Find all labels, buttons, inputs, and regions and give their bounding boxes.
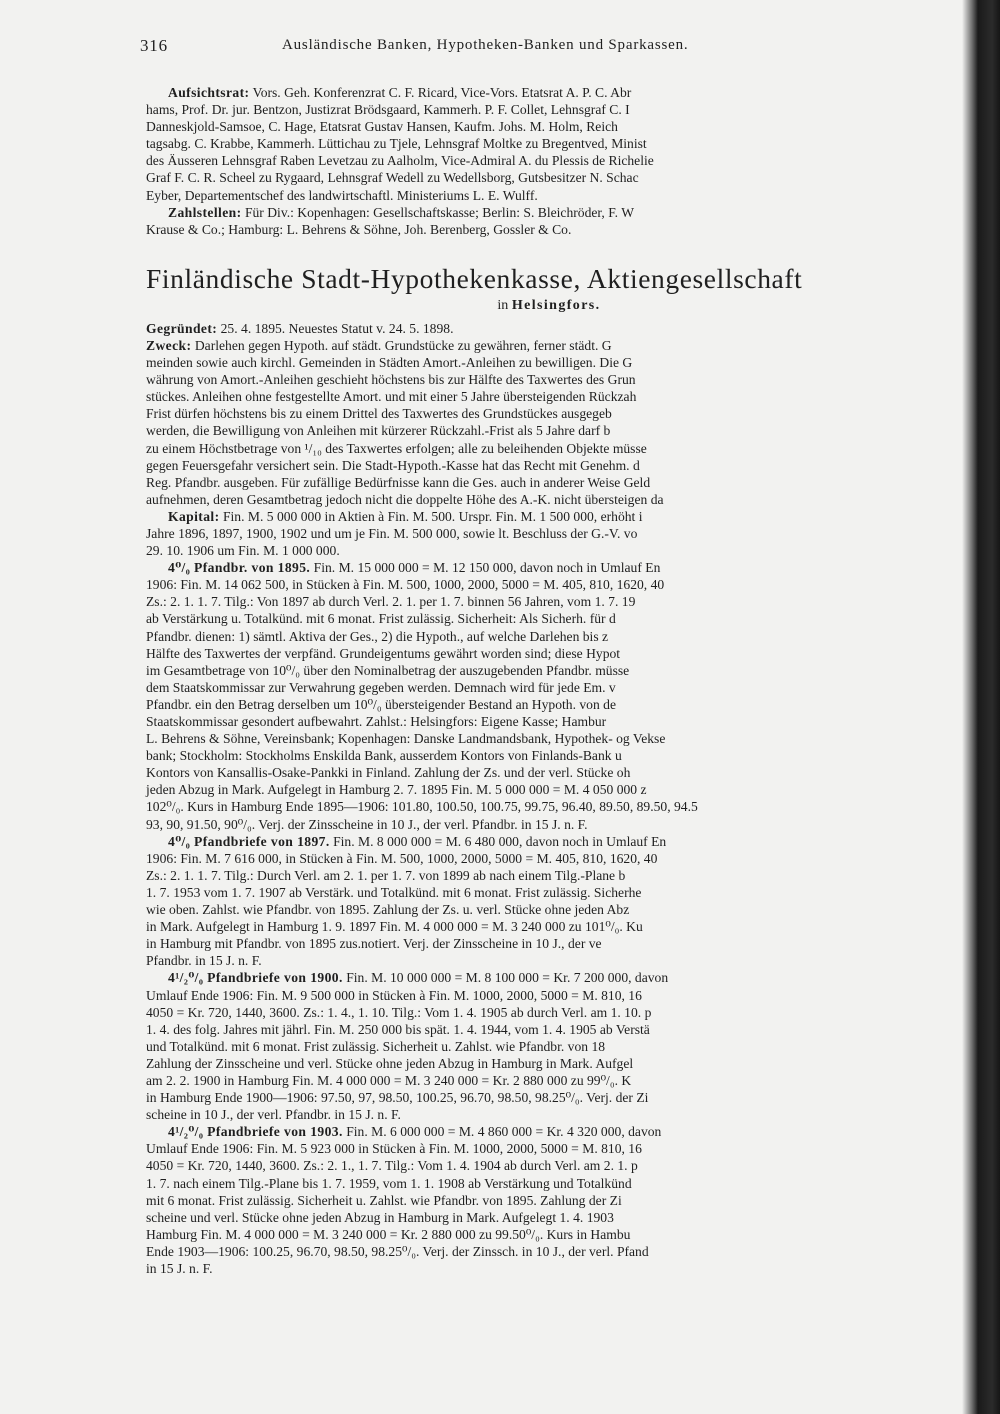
text-line: Umlauf Ende 1906: Fin. M. 5 923 000 in Stücken à Fin. M. 1000, 2000, 5000 = M. 810, 16 (146, 1141, 642, 1157)
text-line: 1. 4. des folg. Jahres mit jährl. Fin. M. 250 000 bis spät. 1. 4. 1944, vom 1. 4. 1905 ab Verstä (146, 1021, 650, 1037)
text-line: 4050 = Kr. 720, 1440, 3600. Zs.: 2. 1., 1. 7. Tilg.: Vom 1. 4. 1904 ab durch Verl. am 2. 1. p (146, 1158, 638, 1174)
text-line: mit 6 monat. Frist zulässig. Sicherheit u. Zahlst. wie Pfandbr. von 1895. Zahlung der Zi (146, 1192, 622, 1208)
aufsichtsrat-label: Aufsichtsrat: (168, 85, 250, 100)
text-line: und Totalkünd. mit 6 monat. Frist zulässig. Sicherheit u. Zahlst. wie Pfandbr. von 18 (146, 1038, 606, 1054)
text-line: Zs.: 2. 1. 1. 7. Tilg.: Durch Verl. am 2. 1. per 1. 7. von 1899 ab nach einem Tilg.-Plane b (146, 867, 626, 883)
text-line: in Hamburg mit Pfandbr. von 1895 zus.notiert. Verj. der Zinsscheine in 10 J., der ve (146, 936, 602, 952)
text-line: Graf F. C. R. Scheel zu Rygaard, Lehnsgraf Wedell zu Wedellsborg, Gutsbesitzer N. Schac (146, 170, 639, 186)
pfandbriefe-1897-line: 4⁰/₀ Pfandbriefe von 1897. Fin. M. 8 000 000 = M. 6 480 000, davon noch in Umlauf En (168, 833, 667, 849)
text-line: meinden sowie auch kirchl. Gemeinden in Städten Amort.-Anleihen zu bewilligen. Die G (146, 355, 633, 371)
text-line: 4050 = Kr. 720, 1440, 3600. Zs.: 1. 4., 1. 10. Tilg.: Vom 1. 4. 1905 ab durch Verl. am 1. 10. p (146, 1004, 652, 1020)
text-line: hams, Prof. Dr. jur. Bentzon, Justizrat Brödsgaard, Kammerh. P. F. Collet, Lehnsgraf C. I (146, 102, 630, 118)
text-line: Zahlung der Zinsscheine und verl. Stücke ohne jeden Abzug in Hamburg in Mark. Aufgel (146, 1055, 634, 1071)
company-title: Finländische Stadt-Hypothekenkasse, Aktiengesellschaft (146, 262, 803, 294)
text-line: Eyber, Departementschef des landwirtschaftl. Ministeriums L. E. Wulff. (146, 187, 538, 203)
text-line: Krause & Co.; Hamburg: L. Behrens & Söhne, Joh. Berenberg, Gossler & Co. (146, 221, 572, 237)
text-line: aufnehmen, deren Gesamtbetrag jedoch nicht die doppelte Höhe des A.-K. nicht übersteigen da (146, 491, 664, 507)
text-line: gegen Feuersgefahr versichert sein. Die Stadt-Hypoth.-Kasse hat das Recht mit Genehm. d (146, 457, 640, 473)
kapital-line: Kapital: Fin. M. 5 000 000 in Aktien à Fin. M. 500. Urspr. Fin. M. 1 500 000, erhöht i (168, 508, 643, 524)
text-line: 93, 90, 91.50, 90⁰/₀. Verj. der Zinsscheine in 10 J., der verl. Pfandbr. in 15 J. n. F. (146, 816, 588, 832)
text-line: 1906: Fin. M. 7 616 000, in Stücken à Fin. M. 500, 1000, 2000, 5000 = M. 405, 810, 1620, 40 (146, 850, 658, 866)
page-number: 316 (140, 36, 168, 55)
text-line: Pfandbr. in 15 J. n. F. (146, 953, 262, 969)
company-city: Helsingfors. (511, 297, 601, 313)
pfandbriefe-1903-label: 4¹/₂⁰/₀ Pfandbriefe von 1903. (168, 1124, 343, 1140)
text-line: Jahre 1896, 1897, 1900, 1902 und um je Fin. M. 500 000, sowie lt. Beschluss der G.-V. vo (146, 525, 638, 541)
text-line: Umlauf Ende 1906: Fin. M. 9 500 000 in Stücken à Fin. M. 1000, 2000, 5000 = M. 810, 16 (146, 987, 642, 1003)
text-line: jeden Abzug in Mark. Aufgelegt in Hamburg 2. 7. 1895 Fin. M. 5 000 000 = M. 4 050 000 z (146, 782, 647, 798)
text-line: 1906: Fin. M. 14 062 500, in Stücken à Fin. M. 500, 1000, 2000, 5000 = M. 405, 810, 1620, 40 (146, 577, 665, 593)
zweck-label: Zweck: (146, 337, 192, 353)
running-head (140, 36, 952, 62)
zahlstellen-label: Zahlstellen: (168, 204, 242, 220)
zahlstellen-line: Zahlstellen: Für Div.: Kopenhagen: Gesellschaftskasse; Berlin: S. Bleichröder, F. W (168, 204, 635, 220)
pfandbr-1895-label: 4⁰/₀ Pfandbr. von 1895. (168, 560, 311, 576)
text-line: stückes. Anleihen ohne festgestellte Amort. und mit einer 5 Jahre übersteigenden Rückzah (146, 389, 637, 405)
text-line: am 2. 2. 1900 in Hamburg Fin. M. 4 000 000 = M. 3 240 000 = Kr. 2 880 000 zu 99⁰/₀. K (146, 1072, 632, 1088)
zweck-line: Zweck: Darlehen gegen Hypoth. auf städt. Grundstücke zu gewähren, ferner städt. G (146, 337, 612, 353)
text-line: werden, die Bewilligung von Anleihen mit kürzerer Rückzahl.-Frist als 5 Jahre darf b (146, 423, 611, 439)
pfandbr-1895-line: 4⁰/₀ Pfandbr. von 1895. Fin. M. 15 000 000 = M. 12 150 000, davon noch in Umlauf En (168, 560, 661, 576)
text-line: Ende 1903—1906: 100.25, 96.70, 98.50, 98.25⁰/₀. Verj. der Zinssch. in 10 J., der verl. Pfand (146, 1243, 649, 1259)
text-line: L. Behrens & Söhne, Vereinsbank; Kopenhagen: Danske Landmandsbank, Hypothek- og Vekse (146, 731, 666, 747)
book-spine-shadow (962, 0, 1000, 1414)
text-line: Staatskommissar gesondert aufbewahrt. Zahlst.: Helsingfors: Eigene Kasse; Hambur (146, 714, 607, 729)
text-line: 1. 7. 1953 vom 1. 7. 1907 ab Verstärk. und Totalkünd. mit 6 monat. Frist zulässig. Sicherhe (146, 884, 642, 900)
gegruendet-label: Gegründet: (146, 320, 218, 336)
text-line: Frist dürfen höchstens bis zu einem Drittel des Taxwertes des Grundstückes ausgegeb (146, 406, 612, 422)
text-line: 29. 10. 1906 um Fin. M. 1 000 000. (146, 543, 340, 559)
aufsichtsrat-line: Aufsichtsrat: Vors. Geh. Konferenzrat C. F. Ricard, Vice-Vors. Etatsrat A. P. C. Abr (168, 85, 632, 100)
text-line: bank; Stockholm: Stockholms Enskilda Bank, ausserdem Kontors von Finlands-Bank u (146, 748, 622, 764)
text-line: des Äusseren Lehnsgraf Raben Levetzau zu Aalholm, Vice-Admiral A. du Plessis de Richelie (146, 153, 654, 169)
company-location: in Helsingfors. (497, 297, 601, 313)
text-line: währung von Amort.-Anleihen geschieht höchstens bis zur Hälfte des Taxwertes des Grun (146, 372, 636, 388)
text-line: in Mark. Aufgelegt in Hamburg 1. 9. 1897 Fin. M. 4 000 000 = M. 3 240 000 zu 101⁰/₀. Ku (146, 919, 643, 935)
text-line: wie oben. Zahlst. wie Pfandbr. von 1895. Zahlung der Zs. u. verl. Stücke ohne jeden Abz (146, 902, 630, 918)
text-line: in Hamburg Ende 1900—1906: 97.50, 97, 98.50, 100.25, 96.70, 98.50, 98.25⁰/₀. Verj. der Zi (146, 1090, 649, 1106)
gegruendet-line: Gegründet: 25. 4. 1895. Neuestes Statut v. 24. 5. 1898. (146, 320, 454, 336)
text-line: Pfandbr. ein den Betrag derselben um 10⁰/₀ übersteigender Bestand an Hypoth. von de (146, 696, 616, 712)
pfandbriefe-1900-line: 4¹/₂⁰/₀ Pfandbriefe von 1900. Fin. M. 10 000 000 = M. 8 100 000 = Kr. 7 200 000, davon (168, 970, 669, 986)
text-line: Danneskjold-Samsoe, C. Hage, Etatsrat Gustav Hansen, Kaufm. Johs. M. Holm, Reich (146, 119, 618, 135)
pfandbriefe-1903-line: 4¹/₂⁰/₀ Pfandbriefe von 1903. Fin. M. 6 000 000 = M. 4 860 000 = Kr. 4 320 000, davon (168, 1124, 662, 1140)
text-line: in 15 J. n. F. (146, 1261, 213, 1276)
text-line: Kontors von Kansallis-Osake-Pankki in Finland. Zahlung der Zs. und der verl. Stücke oh (146, 765, 631, 781)
pfandbriefe-1900-label: 4¹/₂⁰/₀ Pfandbriefe von 1900. (168, 970, 343, 986)
text-line: 1. 7. nach einem Tilg.-Plane bis 1. 7. 1959, vom 1. 1. 1908 ab Verstärkung und Totalkünd (146, 1175, 632, 1191)
pfandbriefe-1897-label: 4⁰/₀ Pfandbriefe von 1897. (168, 833, 330, 849)
text-line: scheine und verl. Stücke ohne jeden Abzug in Hamburg in Mark. Aufgelegt 1. 4. 1903 (146, 1209, 614, 1225)
running-head-title: Ausländische Banken, Hypotheken-Banken und Sparkassen. (282, 37, 689, 53)
text-line: ab Verstärkung u. Totalkünd. mit 6 monat. Frist zulässig. Sicherheit: Als Sicherh. für d (146, 611, 616, 627)
text-line: im Gesamtbetrage von 10⁰/₀ über den Nominalbetrag der auszugebenden Pfandbr. müsse (146, 662, 630, 678)
text-line: dem Staatskommissar zur Verwahrung gegeben werden. Demnach wird für jede Em. v (146, 679, 616, 695)
text-line: zu einem Höchstbetrage von ¹/₁₀ des Taxwertes erfolgen; alle zu beleihenden Objekte müsse (146, 440, 647, 456)
text-line: tagsabg. C. Krabbe, Kammerh. Lüttichau zu Tjele, Lehnsgraf Moltke zu Bregentved, Minist (146, 136, 647, 152)
page-content (140, 36, 952, 1277)
text-line: Pfandbr. dienen: 1) sämtl. Aktiva der Ges., 2) die Hypoth., auf welche Darlehen bis z (146, 628, 609, 644)
text-line: Reg. Pfandbr. ausgeben. Für zufällige Bedürfnisse kann die Ges. auch in anderer Weise Geld (146, 474, 651, 490)
text-line: Hälfte des Taxwertes der verpfänd. Grundeigentums gewährt worden sind; diese Hypot (146, 645, 621, 661)
text-line: Hamburg Fin. M. 4 000 000 = M. 3 240 000 = Kr. 2 880 000 zu 99.50⁰/₀. Kurs in Hambu (146, 1226, 631, 1242)
kapital-label: Kapital: (168, 508, 220, 524)
text-line: 102⁰/₀. Kurs in Hamburg Ende 1895—1906: 101.80, 100.50, 100.75, 99.75, 96.40, 89.50, 89.50, 94.5 (146, 799, 698, 815)
text-line: Zs.: 2. 1. 1. 7. Tilg.: Von 1897 ab durch Verl. 2. 1. per 1. 7. binnen 56 Jahren, vom 1. 7. 19 (146, 594, 636, 610)
text-line: scheine in 10 J., der verl. Pfandbr. in 15 J. n. F. (146, 1107, 401, 1123)
